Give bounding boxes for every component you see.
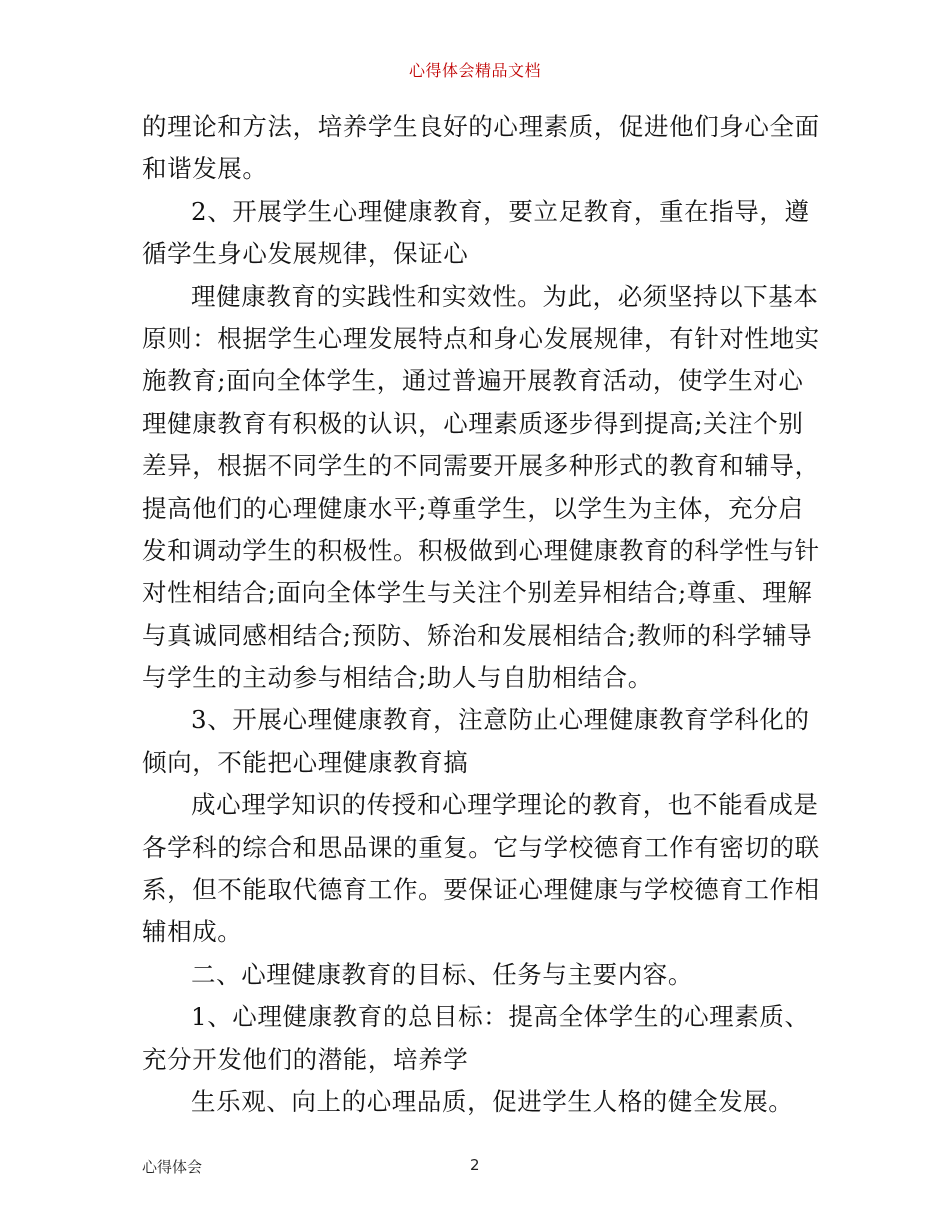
text-line: 与学生的主动参与相结合;助人与自肋相结合。 [142, 663, 653, 693]
text-line: 二、心理健康教育的目标、任务与主要内容。 [191, 959, 693, 989]
page-header-title: 心得体会精品文档 [408, 61, 541, 80]
text-line: 2、开展学生心理健康教育，要立足教育，重在指导，遵 [191, 196, 810, 226]
document-body [142, 106, 820, 1123]
text-line: 理健康教育的实践性和实效性。为此，必须坚持以下基本 [191, 281, 819, 311]
text-line: 差异，根据不同学生的不同需要开展多种形式的教育和辅导， [142, 451, 820, 481]
text-line: 提高他们的心理健康水平;尊重学生，以学生为主体，充分启 [142, 493, 804, 523]
text-line: 与真诚同感相结合;预防、矫治和发展相结合;教师的科学辅导 [142, 620, 813, 650]
text-line: 充分开发他们的潜能，培养学 [142, 1044, 469, 1074]
footer-label: 心得体会 [142, 1158, 203, 1176]
page-number: 2 [470, 1156, 480, 1174]
text-line: 成心理学知识的传授和心理学理论的教育，也不能看成是 [191, 790, 819, 820]
text-line: 原则：根据学生心理发展特点和身心发展规律，有针对性地实 [142, 323, 820, 353]
text-line: 循学生身心发展规律，保证心 [142, 239, 469, 269]
text-line: 理健康教育有积极的认识，心理素质逐步得到提高;关注个别 [142, 408, 804, 438]
text-line: 施教育;面向全体学生，通过普遍开展教育活动，使学生对心 [142, 366, 804, 396]
text-line: 各学科的综合和思品课的重复。它与学校德育工作有密切的联 [142, 832, 820, 862]
text-line: 1、心理健康教育的总目标：提高全体学生的心理素质、 [191, 1002, 810, 1032]
text-line: 倾向，不能把心理健康教育搞 [142, 747, 469, 777]
text-line: 3、开展心理健康教育，注意防止心理健康教育学科化的 [191, 705, 810, 735]
text-line: 系，但不能取代德育工作。要保证心理健康与学校德育工作相 [142, 875, 820, 905]
text-line: 辅相成。 [142, 917, 243, 947]
text-line: 发和调动学生的积极性。积极做到心理健康教育的科学性与针 [142, 535, 820, 565]
text-line: 生乐观、向上的心理品质，促进学生人格的健全发展。 [191, 1086, 794, 1116]
text-line: 对性相结合;面向全体学生与关注个别差异相结合;尊重、理解 [142, 578, 813, 608]
text-line: 的理论和方法，培养学生良好的心理素质，促进他们身心全面 [142, 112, 820, 141]
text-line: 和谐发展。 [142, 154, 268, 184]
